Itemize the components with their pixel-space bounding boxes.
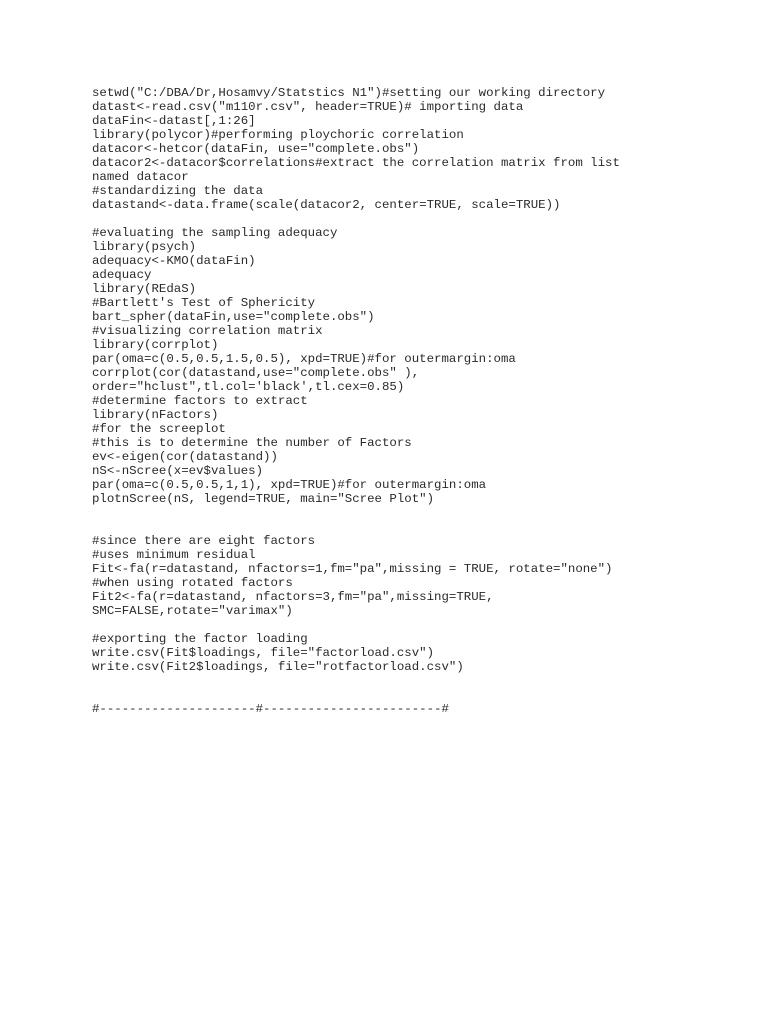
code-line: dataFin<-datast[,1:26] [92, 114, 256, 128]
code-line: #Bartlett's Test of Sphericity [92, 296, 316, 310]
code-line: Fit<-fa(r=datastand, nfactors=1,fm="pa",missing = TRUE, rotate="none") [92, 562, 613, 576]
code-line: Fit2<-fa(r=datastand, nfactors=3,fm="pa",missing=TRUE, [92, 590, 494, 604]
code-line: datastand<-data.frame(scale(datacor2, center=TRUE, scale=TRUE)) [92, 198, 561, 212]
code-line: adequacy<-KMO(dataFin) [92, 254, 256, 268]
code-line: #exporting the factor loading [92, 632, 308, 646]
code-line: library(REdaS) [92, 282, 197, 296]
code-line: #uses minimum residual [92, 548, 256, 562]
code-line: plotnScree(nS, legend=TRUE, main="Scree Plot") [92, 492, 435, 506]
code-line: order="hclust",tl.col='black',tl.cex=0.85) [92, 380, 405, 394]
code-line: setwd("C:/DBA/Dr,Hosamvy/Statstics N1")#setting our working directory [92, 86, 606, 100]
code-line: named datacor [92, 170, 189, 184]
code-line: #standardizing the data [92, 184, 264, 198]
code-line: ev<-eigen(cor(datastand)) [92, 450, 278, 464]
code-block-adequacy [92, 226, 752, 506]
code-line: #---------------------#------------------------# [92, 702, 449, 716]
code-line: nS<-nScree(x=ev$values) [92, 464, 264, 478]
code-line: library(polycor)#performing ploychoric correlation [92, 128, 464, 142]
code-line: par(oma=c(0.5,0.5,1,1), xpd=TRUE)#for outermargin:oma [92, 478, 487, 492]
code-block-factors [92, 534, 752, 618]
code-block-export [92, 632, 752, 674]
code-line: datast<-read.csv("m110r.csv", header=TRUE)# importing data [92, 100, 524, 114]
code-line: #this is to determine the number of Factors [92, 436, 412, 450]
code-line: corrplot(cor(datastand,use="complete.obs" ), [92, 366, 420, 380]
code-line: par(oma=c(0.5,0.5,1.5,0.5), xpd=TRUE)#for outermargin:oma [92, 352, 516, 366]
code-block-setup [92, 86, 752, 212]
code-line: #since there are eight factors [92, 534, 316, 548]
code-line: library(corrplot) [92, 338, 219, 352]
code-line: SMC=FALSE,rotate="varimax") [92, 604, 293, 618]
code-line: adequacy [92, 268, 152, 282]
code-line: #determine factors to extract [92, 394, 308, 408]
code-line: write.csv(Fit$loadings, file="factorload.csv") [92, 646, 435, 660]
code-line: library(nFactors) [92, 408, 219, 422]
code-line: #when using rotated factors [92, 576, 293, 590]
code-line: write.csv(Fit2$loadings, file="rotfactorload.csv") [92, 660, 464, 674]
code-line: library(psych) [92, 240, 197, 254]
code-line: bart_spher(dataFin,use="complete.obs") [92, 310, 375, 324]
code-line: #evaluating the sampling adequacy [92, 226, 338, 240]
code-line: #for the screeplot [92, 422, 226, 436]
code-line: #visualizing correlation matrix [92, 324, 323, 338]
code-line: datacor2<-datacor$correlations#extract the correlation matrix from list [92, 156, 620, 170]
code-line: datacor<-hetcor(dataFin, use="complete.obs") [92, 142, 420, 156]
code-block-divider [92, 702, 752, 716]
